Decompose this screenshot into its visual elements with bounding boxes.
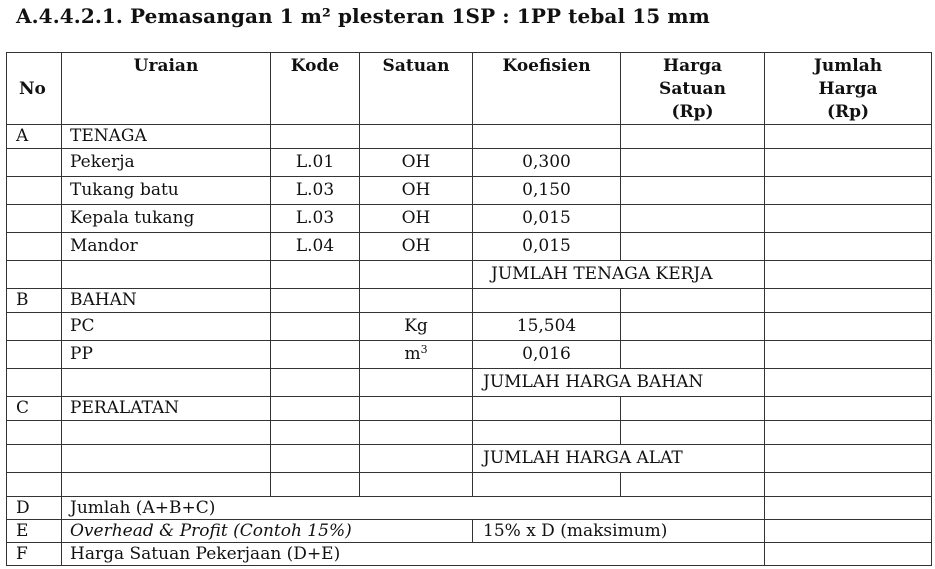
subtotal-label: JUMLAH HARGA BAHAN — [473, 369, 765, 397]
header-uraian: Uraian — [62, 53, 271, 125]
header-no: No — [7, 53, 62, 125]
kode-cell — [271, 341, 360, 369]
kode-cell: L.03 — [271, 177, 360, 205]
uraian-cell: Pekerja — [62, 149, 271, 177]
uraian-cell: PC — [62, 313, 271, 341]
table-header-row — [7, 53, 932, 125]
uraian-cell: Kepala tukang — [62, 205, 271, 233]
kode-cell — [271, 313, 360, 341]
subtotal-row — [7, 261, 932, 289]
section-no: A — [7, 125, 62, 149]
subtotal-row — [7, 369, 932, 397]
kode-cell: L.04 — [271, 233, 360, 261]
header-jumlah-harga: Jumlah Harga (Rp) — [765, 53, 932, 125]
summary-no: E — [7, 520, 62, 543]
koefisien-cell: 0,016 — [473, 341, 621, 369]
table-row — [7, 313, 932, 341]
table-row — [7, 233, 932, 261]
cost-analysis-table — [6, 52, 932, 566]
summary-formula: 15% x D (maksimum) — [473, 520, 765, 543]
table-row — [7, 177, 932, 205]
summary-row-e — [7, 520, 932, 543]
header-kode: Kode — [271, 53, 360, 125]
table-row — [7, 421, 932, 445]
summary-row-f — [7, 543, 932, 566]
koefisien-cell: 0,150 — [473, 177, 621, 205]
table-row — [7, 341, 932, 369]
section-header-row — [7, 125, 932, 149]
subtotal-label: JUMLAH TENAGA KERJA — [473, 261, 765, 289]
summary-no: F — [7, 543, 62, 566]
header-koefisien: Koefisien — [473, 53, 621, 125]
header-harga-satuan: Harga Satuan (Rp) — [621, 53, 765, 125]
section-label: TENAGA — [62, 125, 271, 149]
satuan-cell: OH — [360, 205, 473, 233]
page-title: A.4.4.2.1. Pemasangan 1 m² plesteran 1SP : 1PP tebal 15 mm — [16, 4, 710, 28]
table-row — [7, 473, 932, 497]
subtotal-row — [7, 445, 932, 473]
satuan-cell: OH — [360, 233, 473, 261]
uraian-cell: PP — [62, 341, 271, 369]
summary-label: Jumlah (A+B+C) — [62, 497, 765, 520]
koefisien-cell: 15,504 — [473, 313, 621, 341]
section-header-row — [7, 289, 932, 313]
satuan-cell: OH — [360, 149, 473, 177]
section-header-row — [7, 397, 932, 421]
koefisien-cell: 0,015 — [473, 205, 621, 233]
summary-row-d — [7, 497, 932, 520]
koefisien-cell: 0,015 — [473, 233, 621, 261]
summary-label: Harga Satuan Pekerjaan (D+E) — [62, 543, 765, 566]
satuan-cell: OH — [360, 177, 473, 205]
table-row — [7, 205, 932, 233]
header-satuan: Satuan — [360, 53, 473, 125]
section-no: C — [7, 397, 62, 421]
satuan-cell: Kg — [360, 313, 473, 341]
section-no: B — [7, 289, 62, 313]
uraian-cell: Mandor — [62, 233, 271, 261]
kode-cell: L.01 — [271, 149, 360, 177]
section-label: BAHAN — [62, 289, 271, 313]
section-label: PERALATAN — [62, 397, 271, 421]
subtotal-label: JUMLAH HARGA ALAT — [473, 445, 765, 473]
table-row — [7, 149, 932, 177]
uraian-cell: Tukang batu — [62, 177, 271, 205]
koefisien-cell: 0,300 — [473, 149, 621, 177]
kode-cell: L.03 — [271, 205, 360, 233]
summary-no: D — [7, 497, 62, 520]
satuan-cell: $m^3$ — [360, 341, 473, 369]
summary-label: Overhead & Profit (Contoh 15%) — [62, 520, 473, 543]
